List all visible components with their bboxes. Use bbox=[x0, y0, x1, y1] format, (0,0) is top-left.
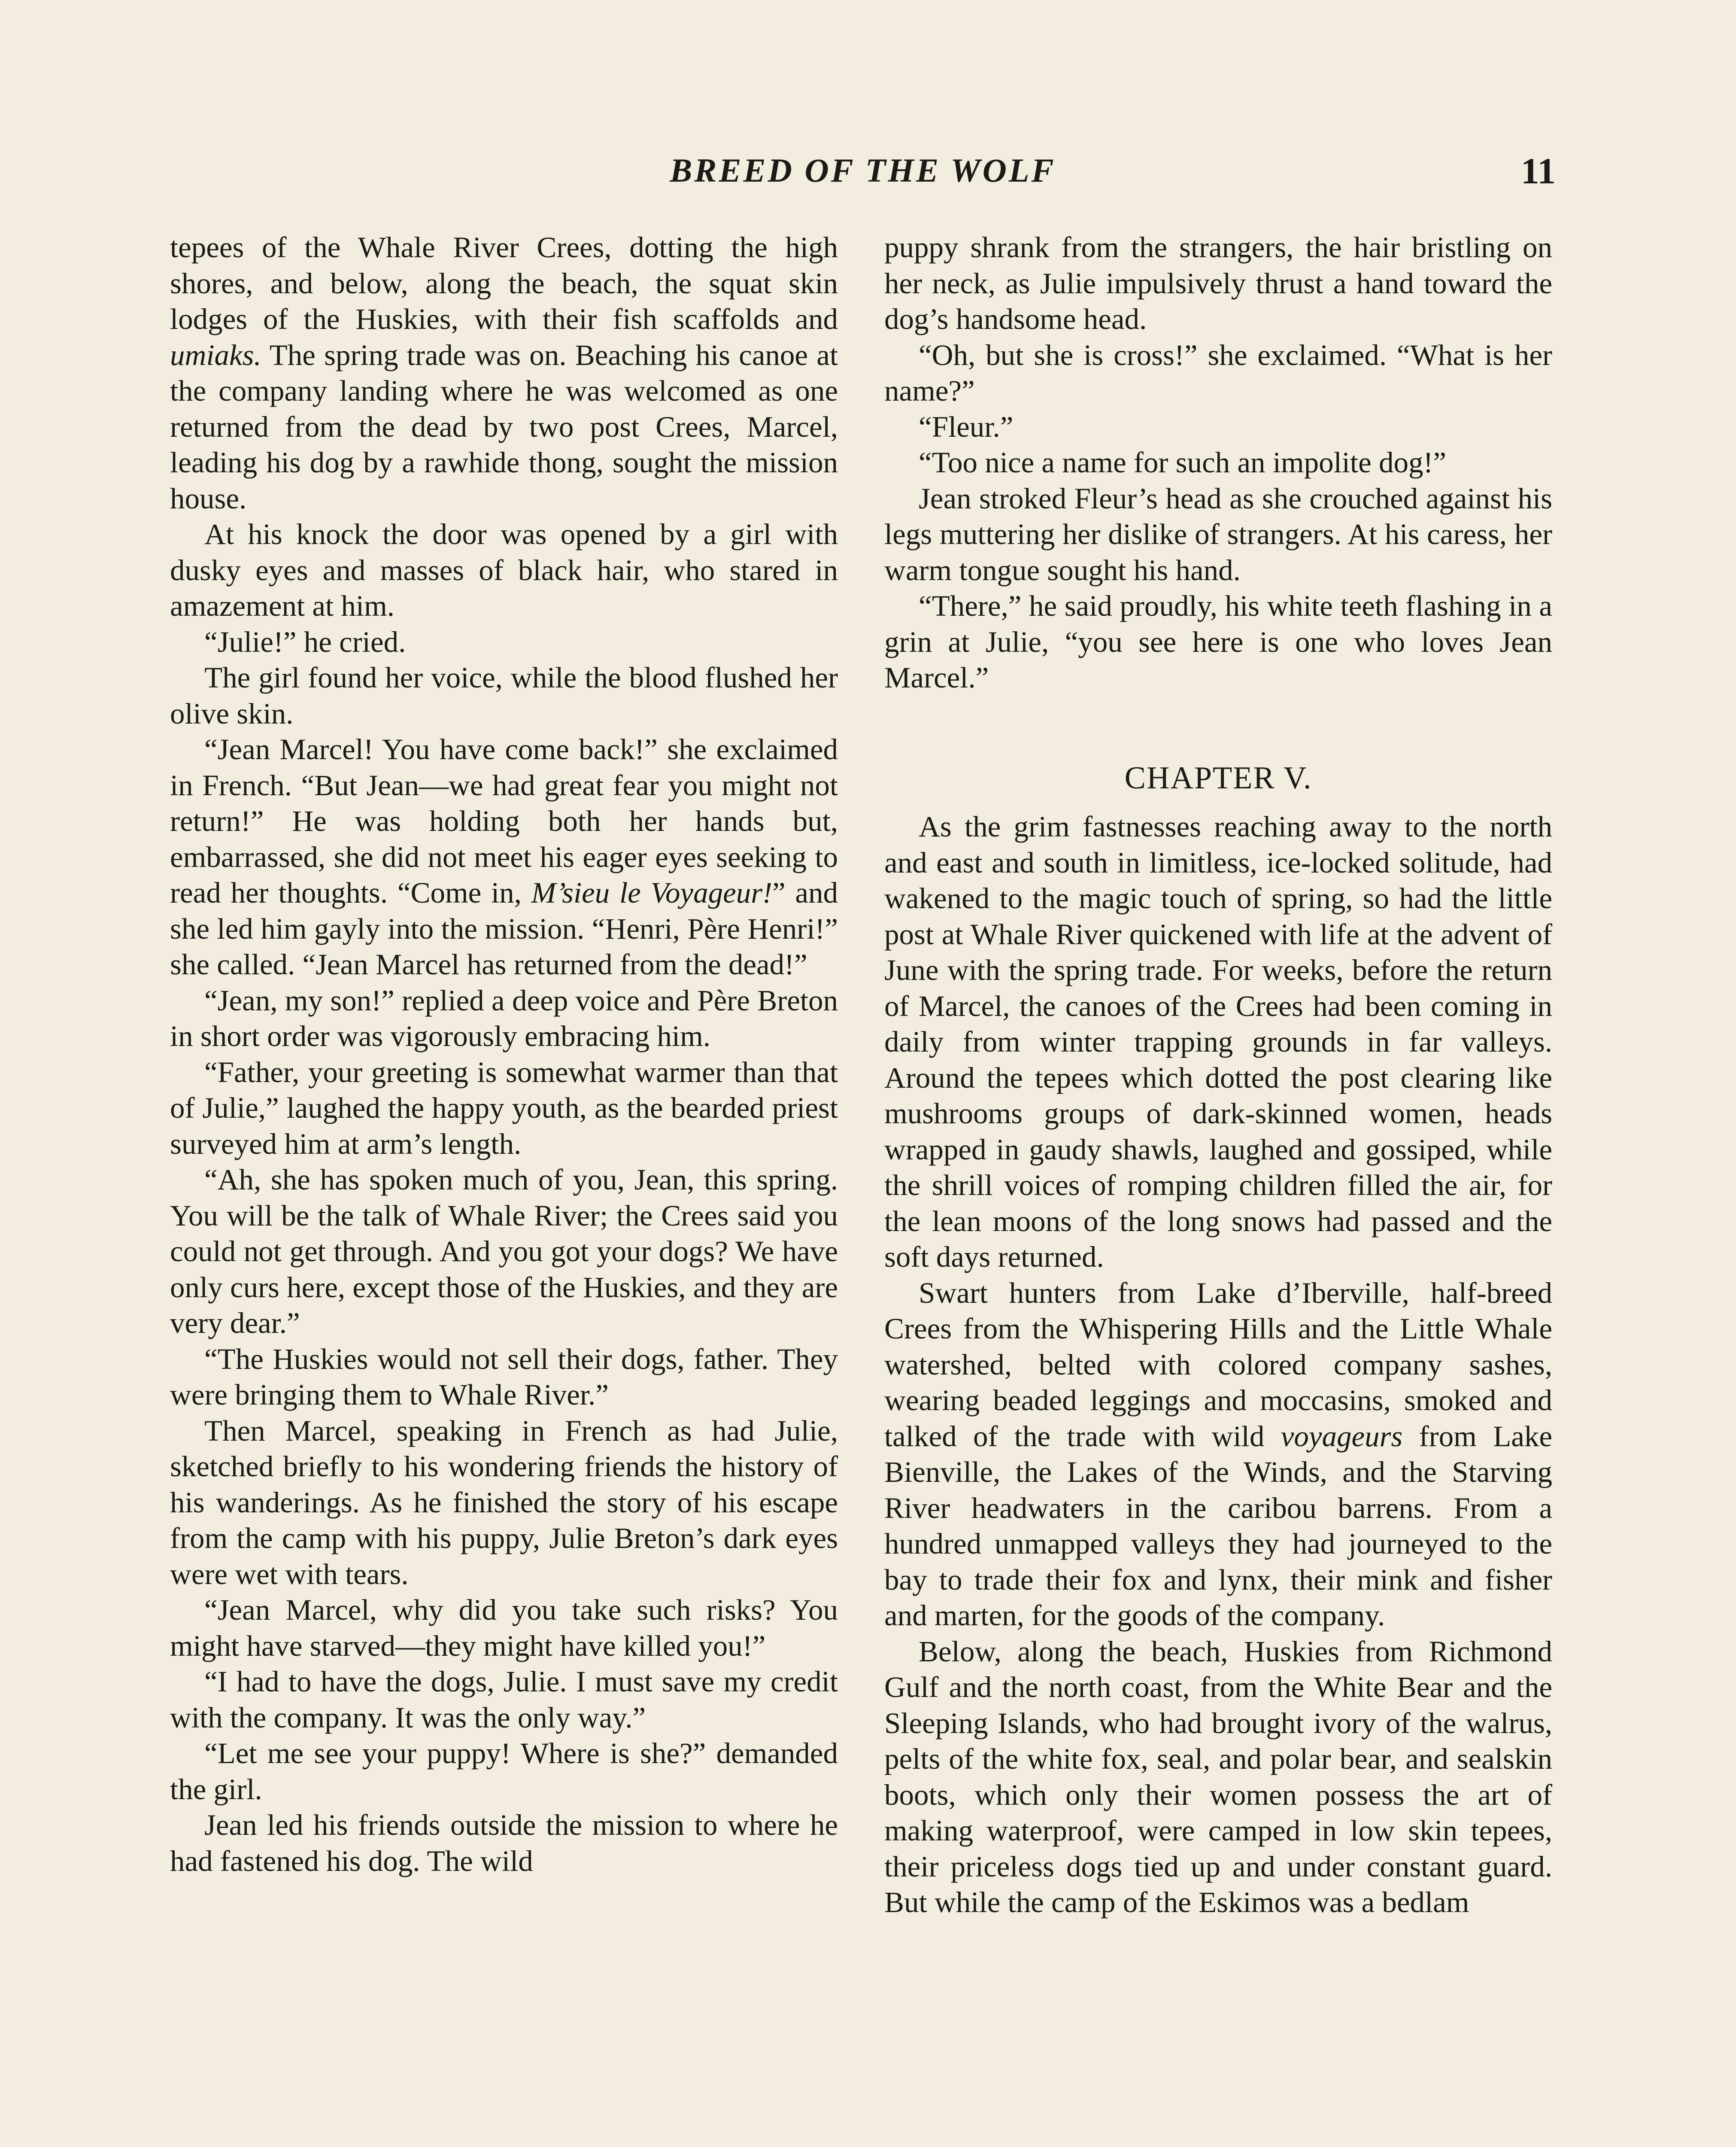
paragraph: Jean led his friends outside the mission to where he had fastened his dog. The wild bbox=[170, 1809, 838, 1877]
paragraph: “The Huskies would not sell their dogs, father. They were bringing them to Whale River.” bbox=[170, 1342, 838, 1411]
paragraph: Below, along the beach, Huskies from Richmond Gulf and the north coast, from the White Bear and the Sleeping Islands, who had brought ivory of the walrus, pelts of the white fox, seal, and polar bear, and sealskin boots, which only their women possess the art of making waterproof, were camped in low skin tepees, their priceless dogs tied up and under constant guard. But while the camp of the Eskimos was a bedlam bbox=[884, 1635, 1552, 1919]
paragraph: “Father, your greeting is somewhat warmer than that of Julie,” laughed the happy youth, as the bearded priest surveyed him at arm’s length. bbox=[170, 1055, 838, 1160]
left-column bbox=[170, 230, 838, 1879]
paragraph: puppy shrank from the strangers, the hair bristling on her neck, as Julie impulsively thrust a hand toward the dog’s handsome head. bbox=[884, 231, 1552, 335]
paragraph: “Let me see your puppy! Where is she?” demanded the girl. bbox=[170, 1737, 838, 1806]
paragraph: As the grim fastnesses reaching away to the north and east and south in limitless, ice-locked solitude, had wakened to the magic touch of spring, so had the little post at Whale River quickened with life at the advent of June with the spring trade. For weeks, before the return of Marcel, the canoes of the Crees had been coming in daily from winter trapping grounds in far valleys. Around the tepees which dotted the post clearing like mushrooms groups of dark-skinned women, heads wrapped in gaudy shawls, laughed and gossiped, while the shrill voices of romping children filled the air, for the lean moons of the long snows had passed and the soft days returned. bbox=[884, 810, 1552, 1273]
paragraph: “Fleur.” bbox=[919, 410, 1014, 443]
paragraph: “Oh, but she is cross!” she exclaimed. “What is her name?” bbox=[884, 338, 1552, 407]
paragraph: The girl found her voice, while the blood flushed her olive skin. bbox=[170, 661, 838, 730]
paragraph: “I had to have the dogs, Julie. I must save my credit with the company. It was the only way.” bbox=[170, 1665, 838, 1734]
paragraph: “There,” he said proudly, his white teeth flashing in a grin at Julie, “you see here is one who loves Jean Marcel.” bbox=[884, 590, 1552, 694]
paragraph: “Jean Marcel! You have come back!” she exclaimed in French. “But Jean—we had great fear you might not return!” He was holding both her hands but, embarrassed, she did not meet his eager eyes seeking to read her thoughts. “Come in, M’sieu le Voyageur!” and she led him gayly into the mission. “Henri, Père Henri!” she called. “Jean Marcel has returned from the dead!” bbox=[170, 733, 838, 981]
paragraph: “Jean, my son!” replied a deep voice and Père Breton in short order was vigorously embracing him. bbox=[170, 984, 838, 1052]
chapter-heading: CHAPTER V. bbox=[1124, 760, 1312, 796]
paragraph: At his knock the door was opened by a girl with dusky eyes and masses of black hair, who stared in amazement at him. bbox=[170, 518, 838, 622]
paragraph: “Ah, she has spoken much of you, Jean, this spring. You will be the talk of Whale River; the Crees said you could not get through. And you got your dogs? We have only curs here, except those of the Huskies, and they are very dear.” bbox=[170, 1163, 838, 1339]
paragraph: “Too nice a name for such an impolite dog!” bbox=[919, 446, 1447, 479]
paragraph: Swart hunters from Lake d’Iberville, half-breed Crees from the Whispering Hills and the Little Whale watershed, belted with colored company sashes, wearing beaded leggings and moccasins, smoked and talked of the trade with wild voyageurs from Lake Bienville, the Lakes of the Winds, and the Starving River headwaters in the caribou barrens. From a hundred unmapped valleys they had journeyed to the bay to trade their fox and lynx, their mink and fisher and marten, for the goods of the company. bbox=[884, 1276, 1552, 1632]
paragraph: Jean stroked Fleur’s head as she crouched against his legs muttering her dislike of strangers. At his caress, her warm tongue sought his hand. bbox=[884, 482, 1552, 587]
paragraph: tepees of the Whale River Crees, dotting the high shores, and below, along the beach, the squat skin lodges of the Huskies, with their fish scaffolds and umiaks. The spring trade was on. Beaching his canoe at the company landing where he was welcomed as one returned from the dead by two post Crees, Marcel, leading his dog by a rawhide thong, sought the mission house. bbox=[170, 231, 838, 515]
page-header bbox=[170, 151, 1556, 198]
paragraph: Then Marcel, speaking in French as had Julie, sketched briefly to his wondering friends the history of his wanderings. As he finished the story of his escape from the camp with his puppy, Julie Breton’s dark eyes were wet with tears. bbox=[170, 1414, 838, 1590]
right-column bbox=[884, 230, 1552, 1921]
paragraph: “Julie!” he cried. bbox=[204, 625, 406, 658]
paragraph: “Jean Marcel, why did you take such risks? You might have starved—they might have killed you!” bbox=[170, 1594, 838, 1662]
page-number: 11 bbox=[1521, 150, 1556, 192]
running-title: BREED OF THE WOLF bbox=[670, 152, 1056, 189]
